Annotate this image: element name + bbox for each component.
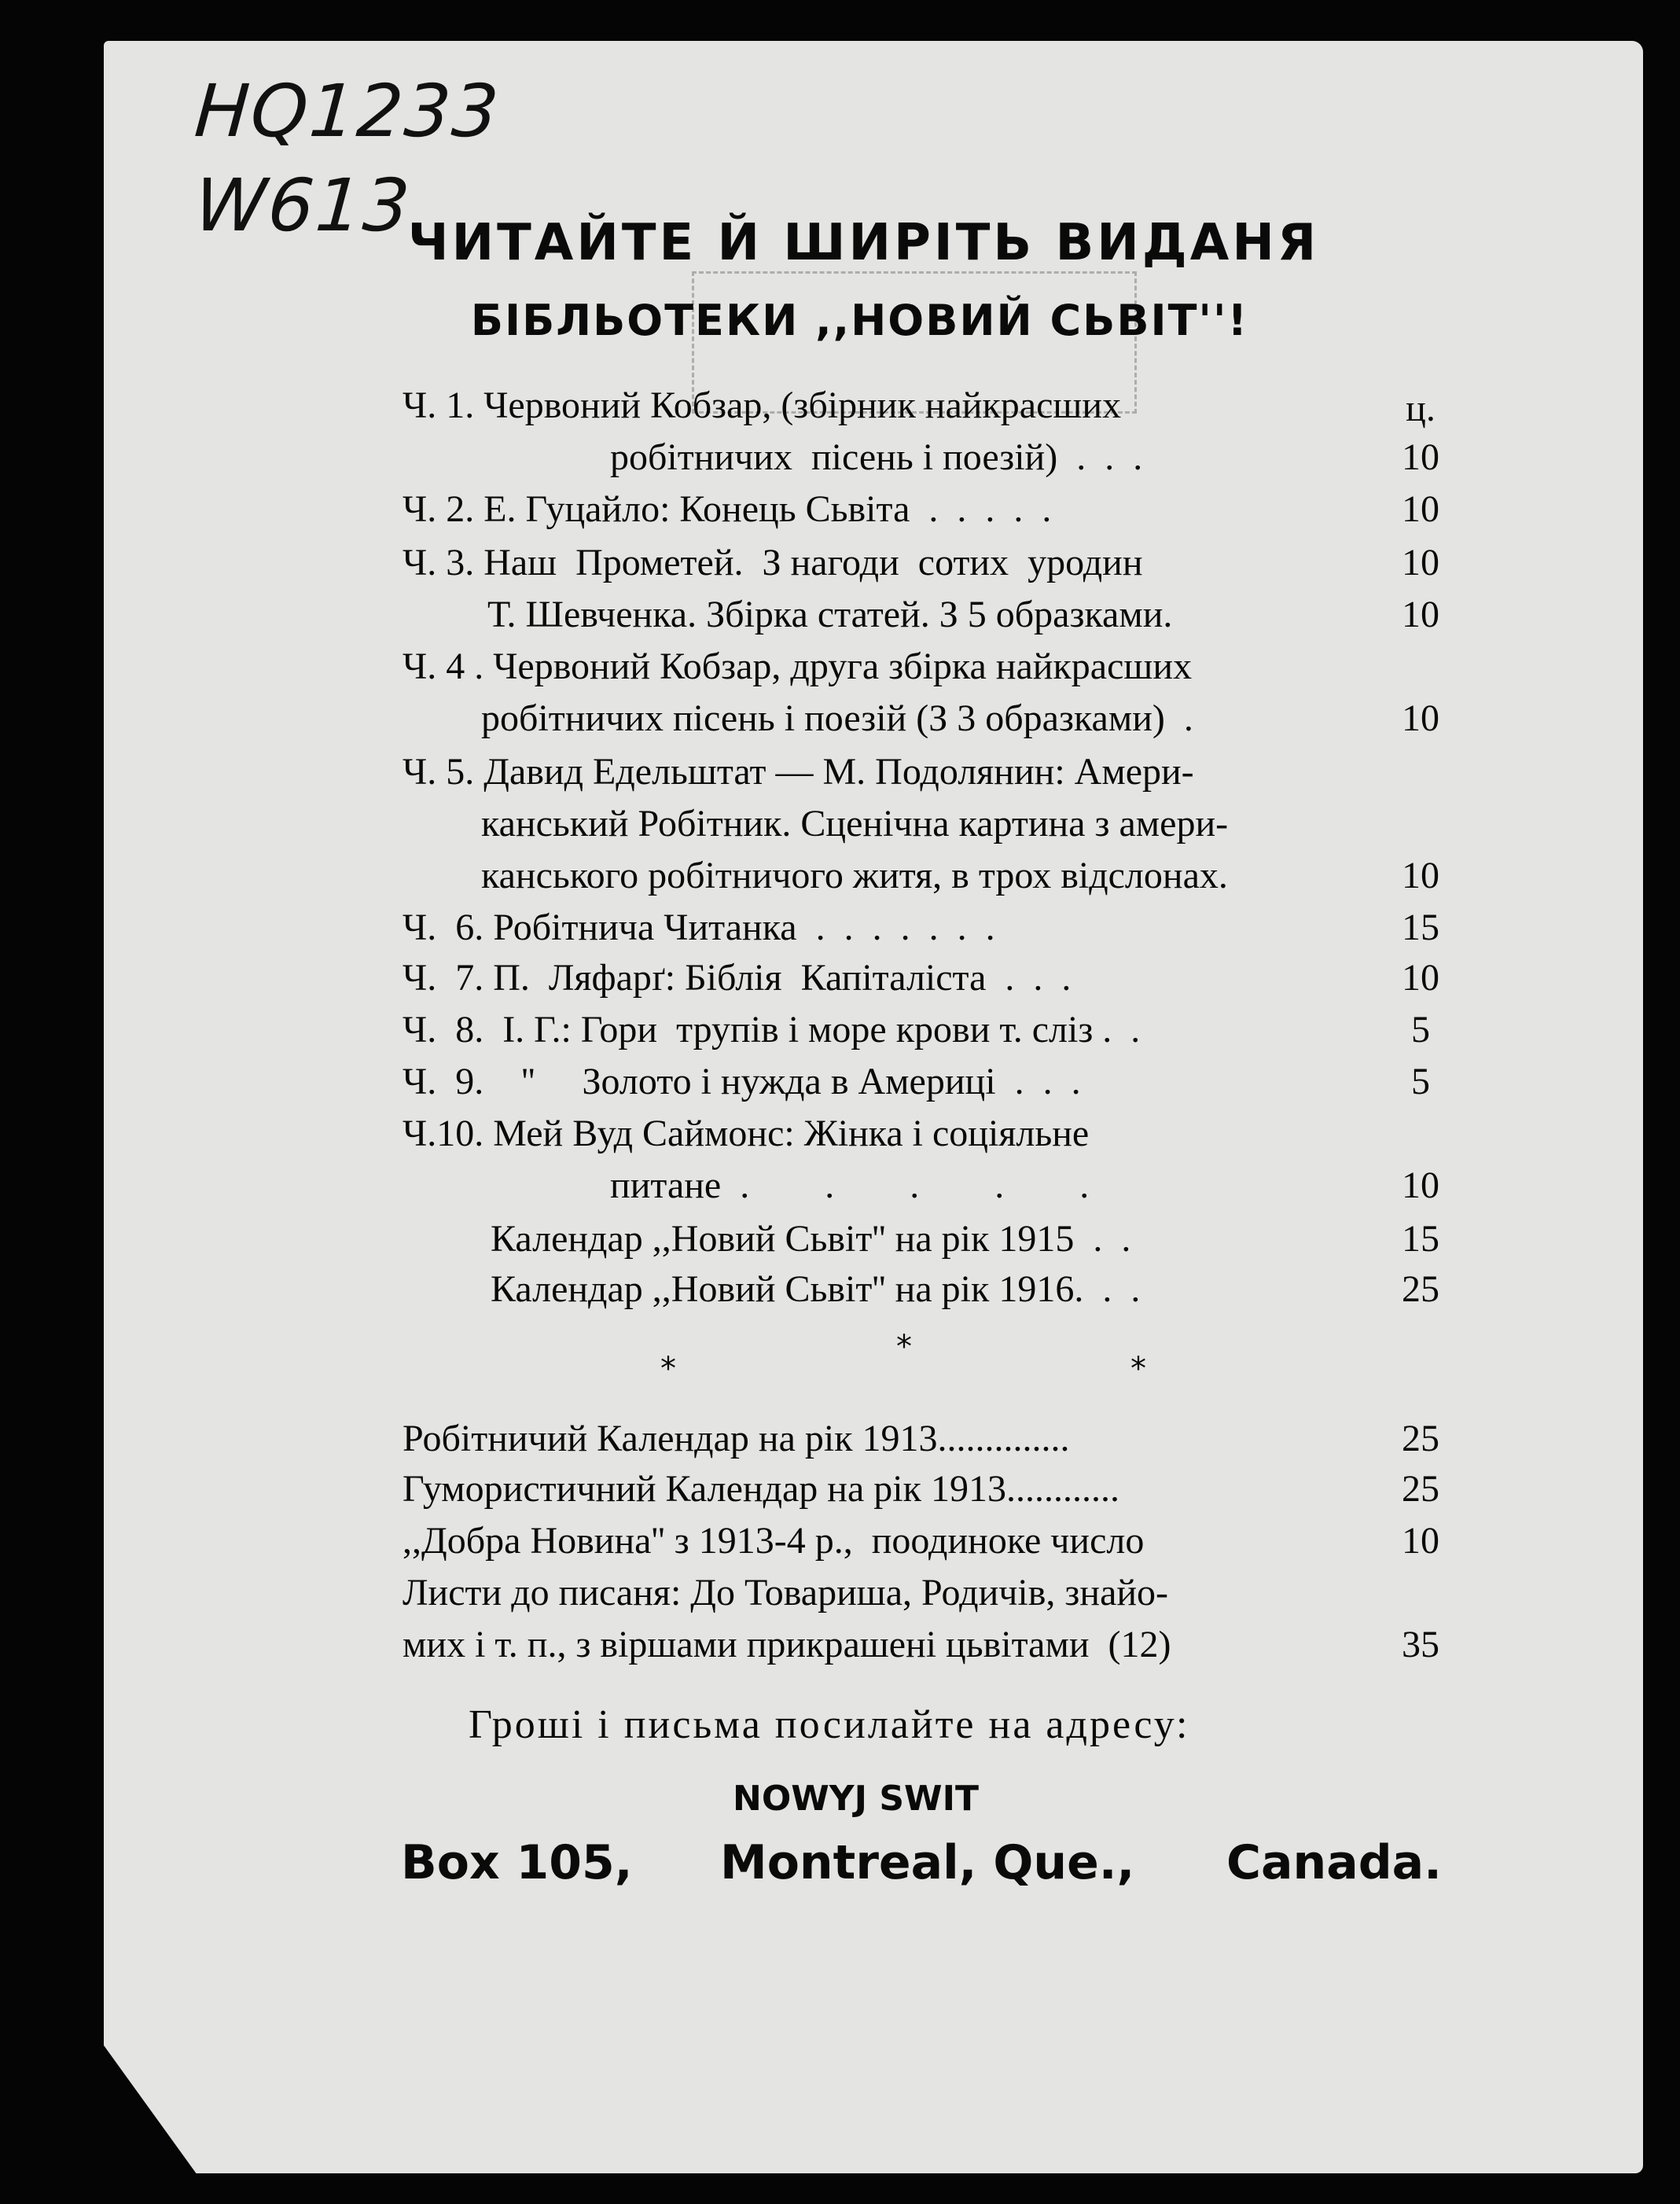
catalog-line: канський Робітник. Сценічна картина з амери-: [481, 803, 1229, 844]
page-title: ЧИТАЙТЕ Й ШИРІТЬ ВИДАНЯ: [407, 214, 1320, 272]
page-subtitle: БІБЛЬОТЕКИ ,,НОВИЙ СЬВІТ''!: [470, 296, 1249, 345]
catalog-line: Ч. 4 . Червоний Кобзар, друга збірка найкрасших: [403, 646, 1193, 687]
catalog-line: Т. Шевченка. Збірка статей. З 5 образками.: [487, 594, 1173, 635]
address-country: Canada.: [1226, 1835, 1442, 1890]
extras-price: 25: [1402, 1468, 1439, 1510]
extras-line: ,,Добра Новина'' з 1913-4 р., поодиноке число: [403, 1520, 1145, 1562]
extras-line: Гумористичний Календар на рік 1913............: [403, 1468, 1119, 1510]
separator: [660, 1329, 1164, 1387]
extras-price: 35: [1402, 1624, 1439, 1665]
catalog-price: 10: [1402, 488, 1439, 530]
separator-star: *: [660, 1351, 676, 1387]
catalog-line: Ч.10. Мей Вуд Саймонс: Жінка і соціяльне: [403, 1113, 1090, 1154]
extras-line: Робітничий Календар на рік 1913..............: [403, 1418, 1070, 1459]
catalog-line: робітничих пісень і поезій (З 3 образками) .: [481, 697, 1193, 739]
address-box: Box 105,: [401, 1835, 633, 1890]
catalog-price: 10: [1402, 436, 1439, 478]
catalog-line: робітничих пісень і поезій) . . .: [610, 436, 1143, 478]
catalog-line: Ч. 6. Робітнича Читанка . . . . . . .: [403, 907, 995, 948]
catalog-line: Ч. 7. П. Ляфарґ: Біблія Капіталіста . . .: [403, 957, 1072, 999]
separator-star: *: [896, 1329, 912, 1365]
catalog-price: 25: [1402, 1268, 1439, 1310]
catalog-price: 10: [1402, 542, 1439, 583]
catalog-price: 5: [1411, 1009, 1430, 1050]
catalog-price: 10: [1402, 697, 1439, 739]
catalog-line: Ч. 1. Червоний Кобзар, (збірник найкрасших: [403, 385, 1122, 426]
extras-line: мих і т. п., з віршами прикрашені цьвітами (12): [403, 1624, 1171, 1665]
catalog-price: 5: [1411, 1061, 1430, 1102]
address-city: Montreal, Que.,: [720, 1835, 1135, 1890]
catalog-price: 15: [1402, 907, 1439, 948]
catalog-price: 10: [1402, 1165, 1439, 1206]
call-number-line-2: W613: [192, 164, 414, 248]
publisher-name: NOWYJ SWIT: [733, 1779, 979, 1819]
extras-price: 10: [1402, 1520, 1439, 1562]
catalog-line: Ч. 5. Давид Едельштат — М. Подолянин: Амери-: [403, 751, 1194, 793]
catalog-price: 10: [1402, 594, 1439, 635]
separator-star: *: [1130, 1351, 1146, 1387]
catalog-price: 10: [1402, 855, 1439, 896]
catalog-line: Ч. 2. Е. Гуцайло: Конець Сьвіта . . . . .: [403, 488, 1052, 530]
catalog-price: 10: [1402, 957, 1439, 999]
catalog-line: Календар ,,Новий Сьвіт'' на рік 1916. . .: [491, 1268, 1141, 1310]
catalog-line: питане . . . . .: [610, 1165, 1090, 1206]
catalog-line: Ч. 3. Наш Прометей. З нагоди сотих уродин: [403, 542, 1143, 583]
catalog-line: Ч. 9. '' Золото і нужда в Америці . . .: [403, 1061, 1081, 1102]
call-number-line-1: HQ1233: [192, 69, 503, 153]
catalog-line: канського робітничого житя, в трох відслонах.: [481, 855, 1228, 896]
address-note: Гроші і письма посилайте на адресу:: [469, 1702, 1190, 1747]
catalog-line: Календар ,,Новий Сьвіт'' на рік 1915 . .: [491, 1218, 1131, 1260]
extras-price: 25: [1402, 1418, 1439, 1459]
extras-line: Листи до писаня: До Товариша, Родичів, знайо-: [403, 1572, 1169, 1613]
catalog-line: Ч. 8. І. Г.: Гори трупів і море крови т. сліз . .: [403, 1009, 1141, 1050]
catalog-price: 15: [1402, 1218, 1439, 1260]
catalog-price: ц.: [1406, 388, 1436, 429]
